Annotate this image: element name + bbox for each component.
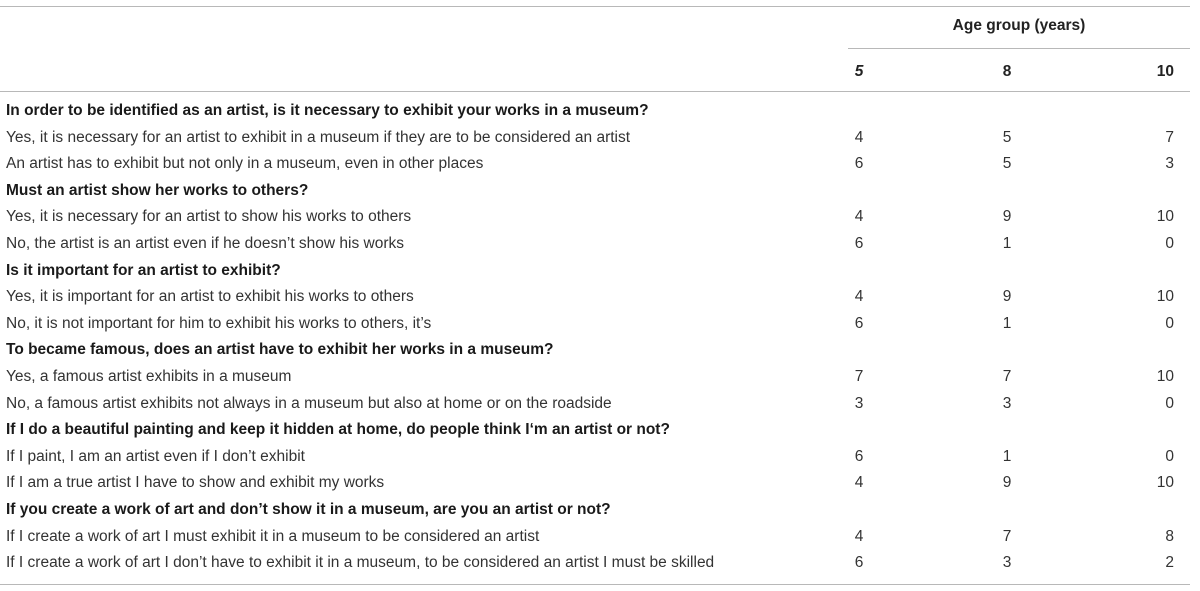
value-age-10: 0 (1165, 234, 1174, 252)
value-age-5: 4 (854, 208, 864, 226)
value-age-10: 0 (1165, 314, 1174, 332)
answer-row (0, 311, 1190, 338)
answer-row (0, 550, 1190, 577)
answer-text: No, a famous artist exhibits not always in a museum but also at home or on the roadside (6, 394, 612, 412)
answer-row (0, 470, 1190, 497)
value-age-10: 10 (1156, 474, 1174, 492)
age-group-header: Age group (years) (952, 17, 1086, 34)
column-header-5: 5 (854, 63, 864, 80)
value-age-5: 3 (854, 394, 864, 412)
value-age-8: 5 (1002, 128, 1012, 146)
answer-row (0, 204, 1190, 231)
question-text: Is it important for an artist to exhibit? (6, 261, 281, 279)
answer-row (0, 524, 1190, 551)
answer-text: If I am a true artist I have to show and exhibit my works (6, 474, 385, 492)
value-age-8: 3 (1002, 554, 1012, 572)
value-age-10: 3 (1165, 155, 1174, 173)
question-row (0, 497, 1190, 524)
value-age-5: 7 (854, 367, 864, 385)
value-age-5: 6 (854, 447, 864, 465)
value-age-10: 2 (1165, 554, 1174, 572)
value-age-5: 4 (854, 288, 864, 306)
value-age-5: 4 (854, 128, 864, 146)
answer-text: Yes, a famous artist exhibits in a museum (6, 367, 292, 385)
answer-row (0, 364, 1190, 391)
value-age-5: 6 (854, 314, 864, 332)
question-text: If I do a beautiful painting and keep it hidden at home, do people think I‘m an artist or not? (6, 421, 670, 439)
value-age-8: 1 (1002, 314, 1012, 332)
header-bottom-rule (0, 91, 1190, 92)
value-age-5: 6 (854, 234, 864, 252)
question-text: Must an artist show her works to others? (6, 181, 309, 199)
column-header-8: 8 (1002, 63, 1012, 80)
value-age-10: 10 (1156, 208, 1174, 226)
table-body (0, 98, 1190, 577)
value-age-8: 7 (1002, 527, 1012, 545)
question-row (0, 98, 1190, 125)
answer-text: If I create a work of art I don’t have to exhibit it in a museum, to be considered an artist I must be skilled (6, 554, 715, 572)
answer-row (0, 151, 1190, 178)
value-age-5: 6 (854, 155, 864, 173)
answer-row (0, 444, 1190, 471)
question-row (0, 417, 1190, 444)
value-age-8: 3 (1002, 394, 1012, 412)
value-age-8: 5 (1002, 155, 1012, 173)
answer-text: Yes, it is necessary for an artist to exhibit in a museum if they are to be considered an artist (6, 128, 631, 146)
question-row (0, 337, 1190, 364)
value-age-10: 0 (1165, 447, 1174, 465)
table-top-rule (0, 6, 1190, 7)
age-group-rule (848, 48, 1190, 49)
question-text: To became famous, does an artist have to exhibit her works in a museum? (6, 341, 554, 359)
answer-text: Yes, it is important for an artist to exhibit his works to others (6, 288, 414, 306)
value-age-8: 9 (1002, 474, 1012, 492)
answer-row (0, 125, 1190, 152)
answer-row (0, 231, 1190, 258)
question-row (0, 178, 1190, 205)
value-age-10: 7 (1165, 128, 1174, 146)
value-age-5: 4 (854, 474, 864, 492)
value-age-10: 8 (1165, 527, 1174, 545)
value-age-8: 7 (1002, 367, 1012, 385)
value-age-10: 10 (1156, 288, 1174, 306)
table-bottom-rule (0, 584, 1190, 585)
value-age-8: 1 (1002, 234, 1012, 252)
value-age-10: 10 (1156, 367, 1174, 385)
column-header-10: 10 (1156, 63, 1174, 80)
answer-text: No, it is not important for him to exhibit his works to others, it’s (6, 314, 432, 332)
answer-text: No, the artist is an artist even if he doesn’t show his works (6, 234, 405, 252)
answer-text: An artist has to exhibit but not only in a museum, even in other places (6, 155, 484, 173)
value-age-8: 9 (1002, 288, 1012, 306)
answer-text: If I create a work of art I must exhibit it in a museum to be considered an artist (6, 527, 540, 545)
question-text: If you create a work of art and don’t show it in a museum, are you an artist or not? (6, 500, 611, 518)
answer-text: If I paint, I am an artist even if I don’t exhibit (6, 447, 305, 465)
answer-row (0, 284, 1190, 311)
question-text: In order to be identified as an artist, is it necessary to exhibit your works in a museum? (6, 102, 649, 119)
answer-row (0, 391, 1190, 418)
value-age-5: 6 (854, 554, 864, 572)
value-age-5: 4 (854, 527, 864, 545)
answer-text: Yes, it is necessary for an artist to show his works to others (6, 208, 412, 226)
value-age-8: 1 (1002, 447, 1012, 465)
question-row (0, 258, 1190, 285)
value-age-8: 9 (1002, 208, 1012, 226)
value-age-10: 0 (1165, 394, 1174, 412)
